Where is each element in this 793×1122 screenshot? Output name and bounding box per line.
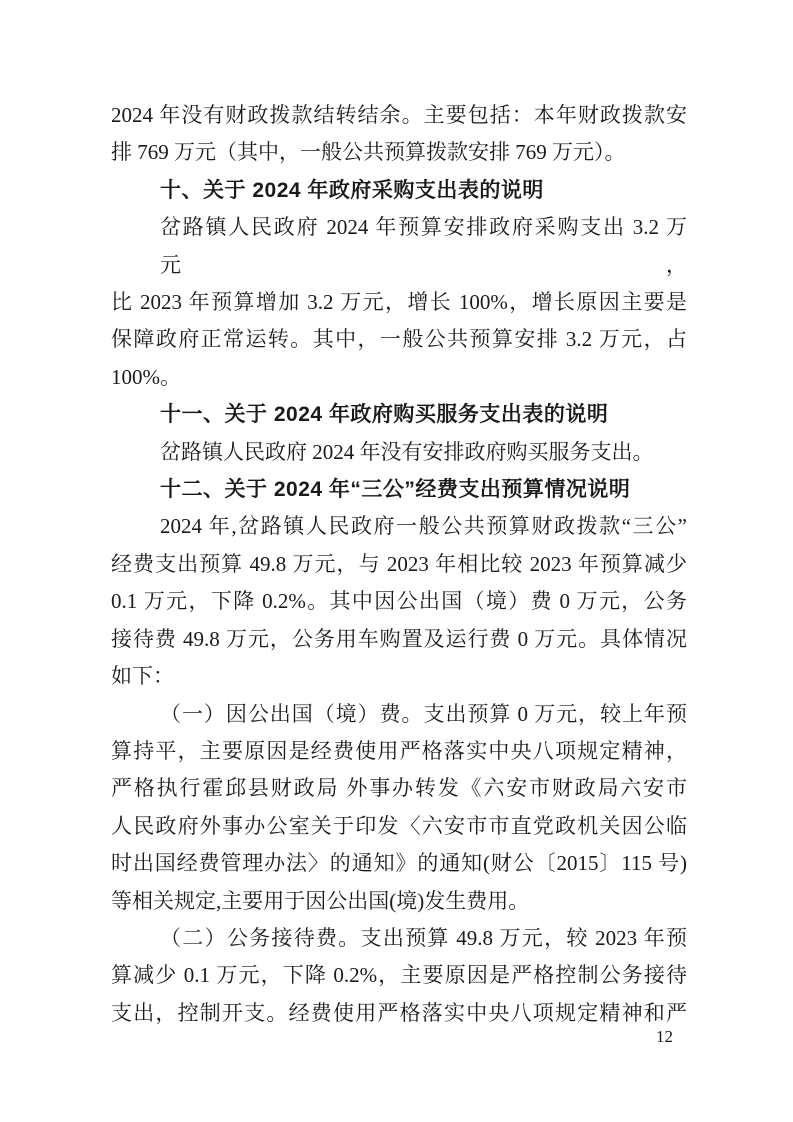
text-line: 人民政府外事办公室关于印发〈六安市市直党政机关因公临: [111, 813, 687, 838]
text-line: 2024 年,岔路镇人民政府一般公共预算财政拨款“三公”: [160, 514, 687, 539]
text-line: 2024 年没有财政拨款结转结余。主要包括：本年财政拨款安: [111, 103, 687, 127]
text-line: （二）公务接待费。支出预算 49.8 万元，较 2023 年预: [160, 925, 687, 950]
text-line: 如下：: [111, 664, 174, 689]
heading-section-10: 十、关于 2024 年政府采购支出表的说明: [160, 178, 544, 202]
text-line: （一）因公出国（境）费。支出预算 0 万元，较上年预: [160, 701, 687, 726]
text-block: [111, 97, 687, 1032]
text-line: 保障政府正常运转。其中，一般公共预算安排 3.2 万元，占: [111, 327, 687, 352]
page-number: 12: [656, 1027, 673, 1046]
text-line: 支出，控制开支。经费使用严格落实中央八项规定精神和严: [111, 1000, 687, 1025]
text-line: 严格执行霍邱县财政局 外事办转发《六安市财政局六安市: [111, 776, 687, 801]
text-line: 等相关规定,主要用于因公出国(境)发生费用。: [111, 888, 530, 913]
text-line: 比 2023 年预算增加 3.2 万元，增长 100%，增长原因主要是: [111, 290, 687, 315]
text-line: 算持平，主要原因是经费使用严格落实中央八项规定精神，: [111, 738, 687, 763]
text-line: 岔路镇人民政府 2024 年预算安排政府采购支出 3.2 万元，: [160, 215, 687, 277]
text-line: 接待费 49.8 万元，公务用车购置及运行费 0 万元。具体情况: [111, 626, 687, 651]
text-line: 0.1 万元，下降 0.2%。其中因公出国（境）费 0 万元，公务: [111, 589, 687, 614]
text-line: 岔路镇人民政府 2024 年没有安排政府购买服务支出。: [160, 439, 654, 464]
text-line: 排 769 万元（其中，一般公共预算拨款安排 769 万元）。: [111, 140, 626, 165]
text-line: 算减少 0.1 万元，下降 0.2%，主要原因是严格控制公务接待: [111, 963, 687, 988]
heading-section-11: 十一、关于 2024 年政府购买服务支出表的说明: [160, 403, 609, 427]
text-line: 时出国经费管理办法〉的通知》的通知(财公〔2015〕115 号): [111, 851, 687, 876]
text-line: 经费支出预算 49.8 万元，与 2023 年相比较 2023 年预算减少: [111, 551, 687, 576]
text-line: 100%。: [111, 364, 181, 389]
heading-section-12: 十二、关于 2024 年“三公”经费支出预算情况说明: [160, 478, 631, 502]
